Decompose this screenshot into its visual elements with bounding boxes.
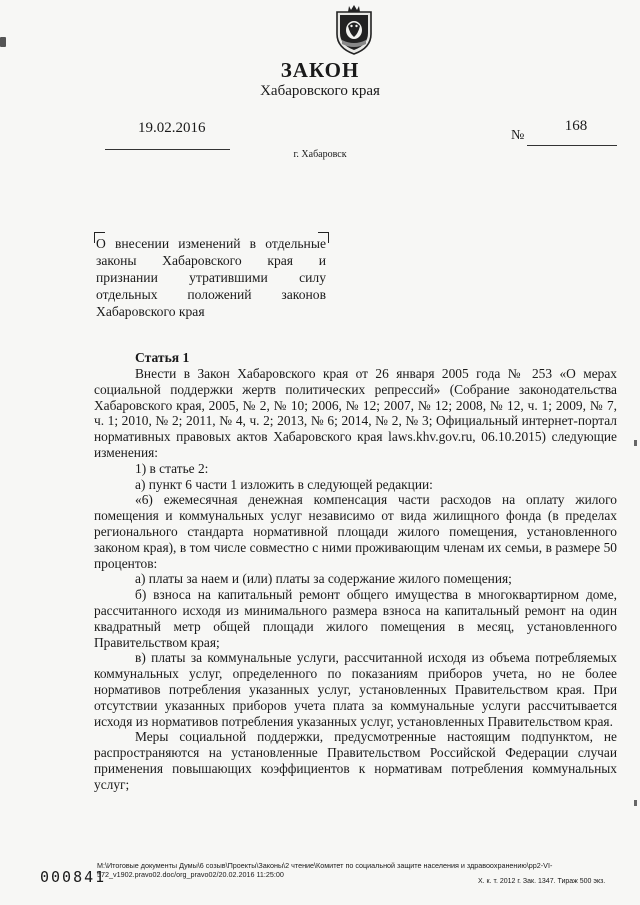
footer-printing-info: Х. к. т. 2012 г. Зак. 1347. Тираж 500 экз. — [478, 878, 606, 885]
scan-edge-mark — [634, 440, 637, 446]
article-title: Статья 1 — [135, 350, 190, 365]
coat-of-arms-emblem — [331, 4, 377, 56]
document-number: 168 — [564, 118, 588, 134]
document-body — [94, 366, 617, 793]
document-heading — [96, 235, 326, 320]
footer-file-path: M:\Итоговые документы Думы\6 созыв\Проекты\Законы\2 чтение\Комитет по социальной защите населения и здравоохранению\pp2-VI-572_v1902.pravo02.doc/org_pravo02/20.02.2016 11:25:00 — [97, 861, 553, 879]
document-city: г. Хабаровск — [293, 149, 347, 160]
scan-edge-mark — [0, 37, 6, 47]
body-paragraph: 1) в статье 2: — [135, 460, 209, 476]
heading-line: Хабаровского края — [96, 304, 205, 319]
document-subtitle: Хабаровского края — [260, 83, 380, 99]
body-paragraph: «6) ежемесячная денежная компенсация части расходов на оплату жилого помещения и коммунальных услуг независимо от вида жилищного фонда (в пределах регионального стандарта нормативной площади жилого помещения, установленного законом края), в том числе совместно с ними проживающим членам их семьи, в размере 50 процентов: — [94, 492, 617, 571]
body-paragraph: б) взноса на капитальный ремонт общего имущества в многоквартирном доме, рассчитанного исходя из минимального размера взноса на капитальный ремонт на один квадратный метр общей площади жилого помещения в месяц, установленного Правительством края; — [94, 587, 617, 650]
scan-edge-mark — [634, 800, 637, 806]
document-date: 19.02.2016 — [138, 120, 206, 136]
footer-registration-number: 000841 — [40, 868, 107, 886]
heading-line: признании утратившими силу — [96, 270, 326, 285]
number-underline — [527, 145, 617, 146]
body-paragraph: а) платы за наем и (или) платы за содержание жилого помещения; — [135, 571, 512, 587]
body-paragraph: в) платы за коммунальные услуги, рассчитанной исходя из объема потребляемых коммунальных услуг, определенного по показаниям приборов учета, но не более нормативов потребления указанных услуг, установленных Правительством края. При отсутствии указанных приборов учета плата за коммунальные услуги рассчитывается исходя из нормативов потребления указанных услуг, установленных Правительством края. — [94, 650, 617, 729]
heading-line: О внесении изменений в отдельные — [96, 236, 326, 251]
coat-of-arms-icon — [331, 4, 377, 56]
body-paragraph: Меры социальной поддержки, предусмотренные настоящим подпунктом, не распространяются на установленные Правительством Российской Федерации случаи применения повышающих коэффициентов к нормативам потребления коммунальных услуг; — [94, 729, 617, 792]
body-paragraph: а) пункт 6 части 1 изложить в следующей редакции: — [135, 476, 433, 492]
heading-line: законы Хабаровского края и — [96, 253, 326, 268]
number-sign: № — [511, 128, 525, 143]
heading-line: отдельных положений законов — [96, 287, 326, 302]
document-title: ЗАКОН — [280, 58, 360, 82]
body-paragraph: Внести в Закон Хабаровского края от 26 января 2005 года № 253 «О мерах социальной поддержки жертв политических репрессий» (Собрание законодательства Хабаровского края, 2005, № 2, № 10; 2006, № 12; 2007, № 12; 2008, № 12, ч. 1; 2009, № 7, ч. 1; 2010, № 2; 2011, № 4, ч. 2; 2013, № 6; 2014, № 2, № 3; Официальный интернет-портал нормативных правовых актов Хабаровского края laws.khv.gov.ru, 06.10.2015) следующие изменения: — [94, 366, 617, 460]
